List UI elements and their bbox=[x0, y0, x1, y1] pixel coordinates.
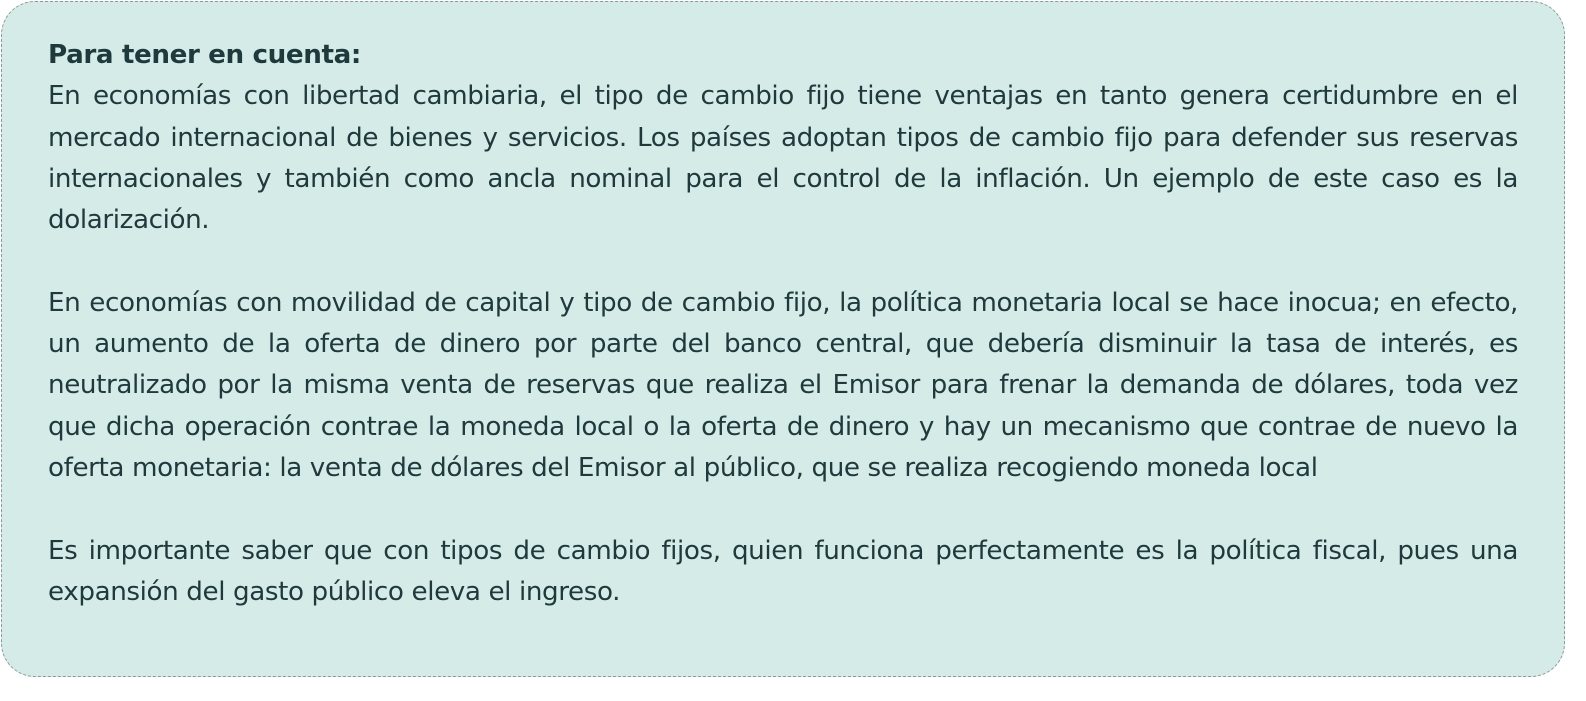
note-title: Para tener en cuenta: bbox=[48, 40, 361, 70]
note-box bbox=[1, 1, 1565, 677]
paragraph-fixed-exchange-advantages: En economías con libertad cambiaria, el tipo de cambio fijo tiene ventajas en tanto genera certidumbre en el mercado internacional de bienes y servicios. Los países adoptan tipos de cambio fijo para defender sus reservas internacionales y también como ancla nominal para el control de la inflación. Un ejemplo de este caso es la dolarización. bbox=[48, 81, 1518, 236]
paragraph-fiscal-policy: Es importante saber que con tipos de cambio fijos, quien funciona perfectamente es la política fiscal, pues una expansión del gasto público eleva el ingreso. bbox=[48, 535, 1518, 607]
paragraph-monetary-policy: En economías con movilidad de capital y tipo de cambio fijo, la política monetaria local se hace inocua; en efecto, un aumento de la oferta de dinero por parte del banco central, que debería disminuir la tasa de interés, es neutralizado por la misma venta de reservas que realiza el Emisor para frenar la demanda de dólares, toda vez que dicha operación contrae la moneda local o la oferta de dinero y hay un mecanismo que contrae de nuevo la oferta monetaria: la venta de dólares del Emisor al público, que se realiza recogiendo moneda local bbox=[48, 287, 1518, 483]
